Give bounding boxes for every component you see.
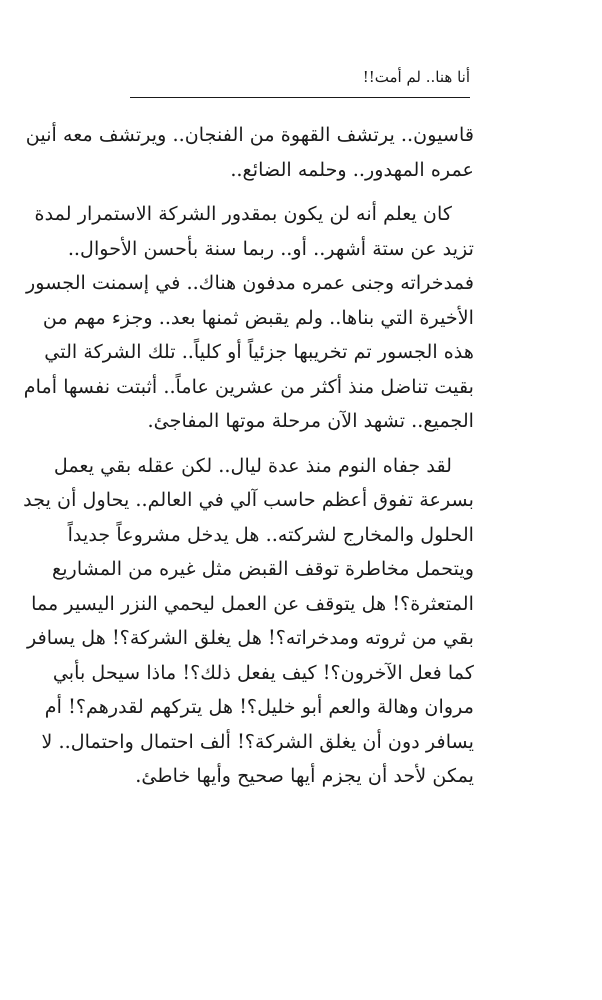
text-line: عمره المهدور.. وحلمه الضائع.. — [230, 157, 474, 181]
text-line: لقد جفاه النوم منذ عدة ليال.. لكن عقله بقي يعمل — [53, 453, 452, 477]
text-line: بقي من ثروته ومدخراته؟! هل يغلق الشركة؟! هل يسافر — [27, 626, 474, 649]
running-header: أنا هنا.. لم أمت!! — [362, 68, 470, 86]
text-line: كان يعلم أنه لن يكون بمقدور الشركة الاستمرار لمدة — [34, 202, 452, 225]
paragraph-1 — [25, 118, 474, 187]
text-line: المتعثرة؟! هل يتوقف عن العمل ليحمي النزر اليسير مما — [31, 591, 474, 615]
paragraph-2 — [23, 197, 474, 439]
text-line: يمكن لأحد أن يجزم أيها صحيح وأيها خاطئ. — [135, 764, 474, 787]
text-line: الحلول والمخارج لشركته.. هل يدخل مشروعاً جديداً — [67, 522, 474, 546]
text-line: فمدخراته وجنى عمره مدفون هناك.. في إسمنت الجسور — [26, 271, 474, 294]
text-line: مروان وهالة والعم أبو خليل؟! هل يتركهم لقدرهم؟! أم — [44, 695, 474, 718]
paragraph-3 — [23, 449, 474, 794]
text-line: الجميع.. تشهد الآن مرحلة موتها المفاجئ. — [147, 409, 474, 432]
text-line: بقيت تناضل منذ أكثر من عشرين عاماً.. أثبتت نفسها أمام — [23, 374, 474, 398]
text-line: الأخيرة التي بناها.. ولم يقبض ثمنها بعد.. وجزء مهم من — [42, 305, 474, 329]
text-line: قاسيون.. يرتشف القهوة من الفنجان.. ويرتشف معه أنين — [25, 123, 474, 146]
text-line: هذه الجسور تم تخريبها جزئياً أو كلياً.. تلك الشركة التي — [44, 340, 474, 363]
text-line: كما فعل الآخرون؟! كيف يفعل ذلك؟! ماذا سيحل بأبي — [52, 660, 474, 684]
body-text — [23, 118, 474, 804]
text-line: يسافر دون أن يغلق الشركة؟! ألف احتمال واحتمال.. لا — [41, 729, 474, 753]
header-rule — [130, 97, 470, 98]
text-line: تزيد عن ستة أشهر.. أو.. ربما سنة بأحسن الأحوال.. — [67, 236, 474, 260]
text-line: ويتحمل مخاطرة توقف القبض مثل غيره من المشاريع — [52, 557, 474, 580]
text-line: بسرعة تفوق أعظم حاسب آلي في العالم.. يحاول أن يجد — [23, 488, 474, 511]
